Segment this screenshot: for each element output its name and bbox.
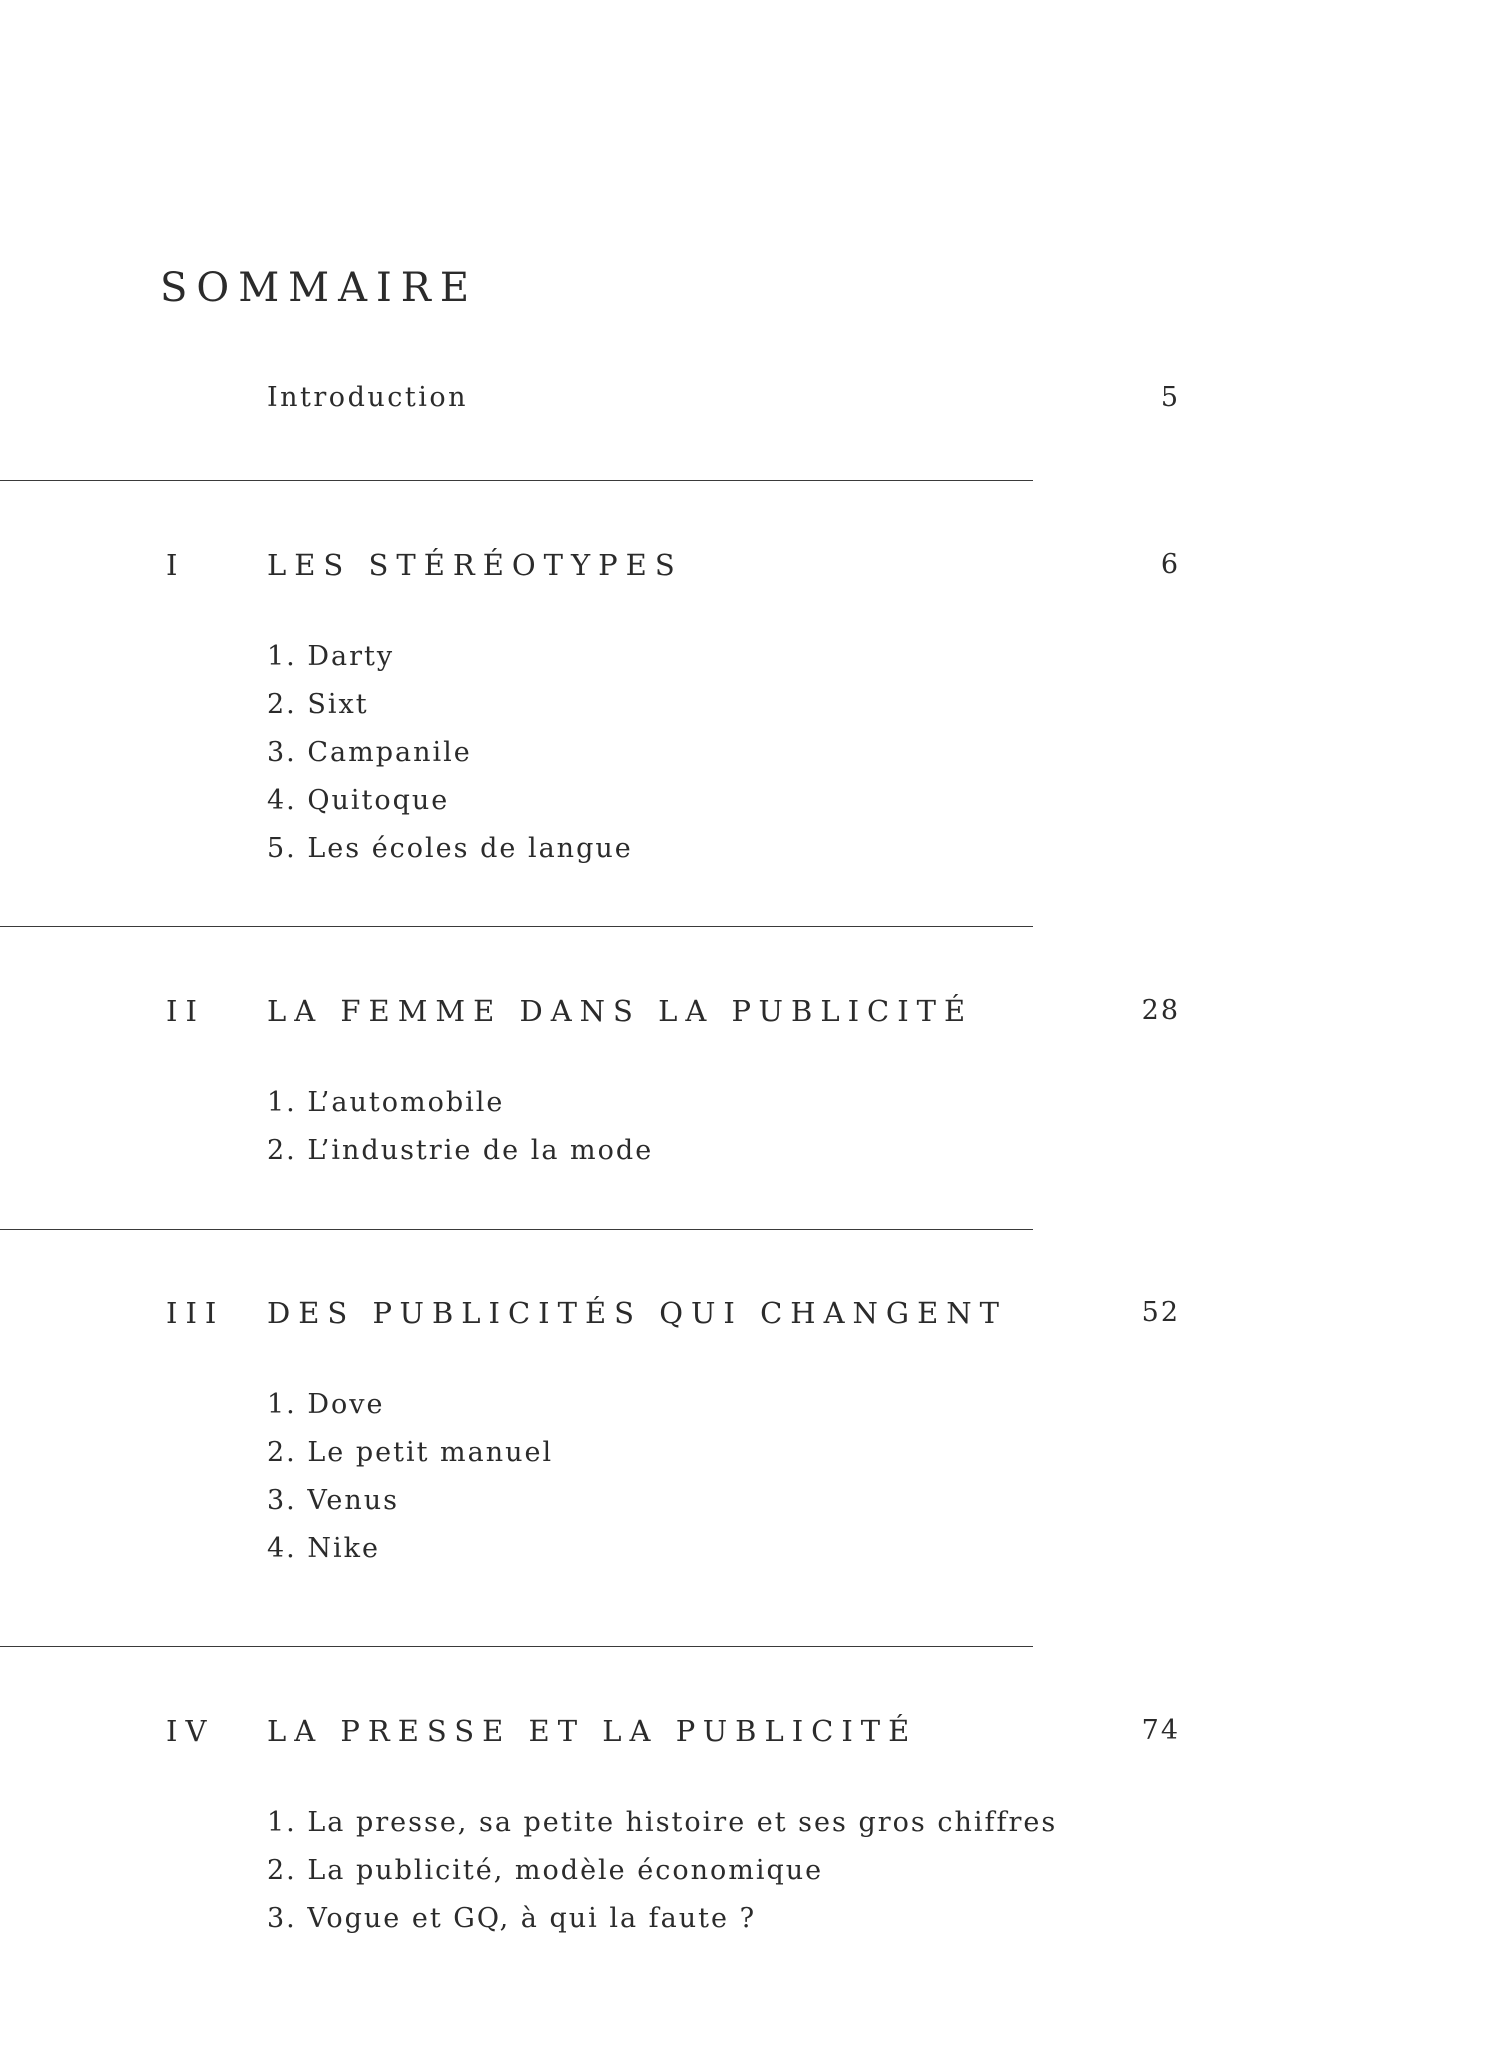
subsection-item[interactable]: 4. Nike: [267, 1533, 380, 1564]
subsection-item[interactable]: 2. L’industrie de la mode: [267, 1135, 654, 1166]
subsection-item[interactable]: 2. Sixt: [267, 689, 369, 720]
section-page: 74: [1141, 1715, 1180, 1746]
toc-intro-label[interactable]: Introduction: [267, 382, 468, 413]
subsection-item[interactable]: 3. Campanile: [267, 737, 472, 768]
subsection-item[interactable]: 1. Darty: [267, 641, 395, 672]
subsection-item[interactable]: 4. Quitoque: [267, 785, 450, 816]
subsection-item[interactable]: 1. Dove: [267, 1389, 385, 1420]
section-divider: [0, 1646, 1033, 1647]
subsection-item[interactable]: 5. Les écoles de langue: [267, 833, 633, 864]
subsection-item[interactable]: 1. La presse, sa petite histoire et ses gros chiffres: [267, 1807, 1058, 1838]
section-numeral: III: [166, 1296, 225, 1330]
section-divider: [0, 926, 1033, 927]
toc-intro-page: 5: [1160, 382, 1180, 413]
subsection-item[interactable]: 1. L’automobile: [267, 1087, 505, 1118]
section-page: 52: [1141, 1297, 1180, 1328]
subsection-list: [267, 633, 633, 873]
section-title[interactable]: DES PUBLICITÉS QUI CHANGENT: [267, 1296, 1007, 1330]
subsection-list: [267, 1381, 553, 1573]
section-numeral: I: [166, 548, 186, 582]
section-title[interactable]: LES STÉRÉOTYPES: [267, 548, 683, 582]
subsection-item[interactable]: 2. Le petit manuel: [267, 1437, 554, 1468]
section-numeral: II: [166, 994, 205, 1028]
subsection-item[interactable]: 2. La publicité, modèle économique: [267, 1855, 824, 1886]
section-numeral: IV: [166, 1714, 215, 1748]
section-title[interactable]: LA FEMME DANS LA PUBLICITÉ: [267, 994, 974, 1028]
page-title: SOMMAIRE: [160, 265, 479, 311]
section-page: 6: [1160, 549, 1180, 580]
section-title[interactable]: LA PRESSE ET LA PUBLICITÉ: [267, 1714, 918, 1748]
section-divider: [0, 480, 1033, 481]
subsection-item[interactable]: 3. Venus: [267, 1485, 399, 1516]
subsection-list: [267, 1799, 1057, 1943]
section-divider: [0, 1229, 1033, 1230]
section-page: 28: [1141, 995, 1180, 1026]
subsection-item[interactable]: 3. Vogue et GQ, à qui la faute ?: [267, 1903, 757, 1934]
subsection-list: [267, 1079, 653, 1175]
